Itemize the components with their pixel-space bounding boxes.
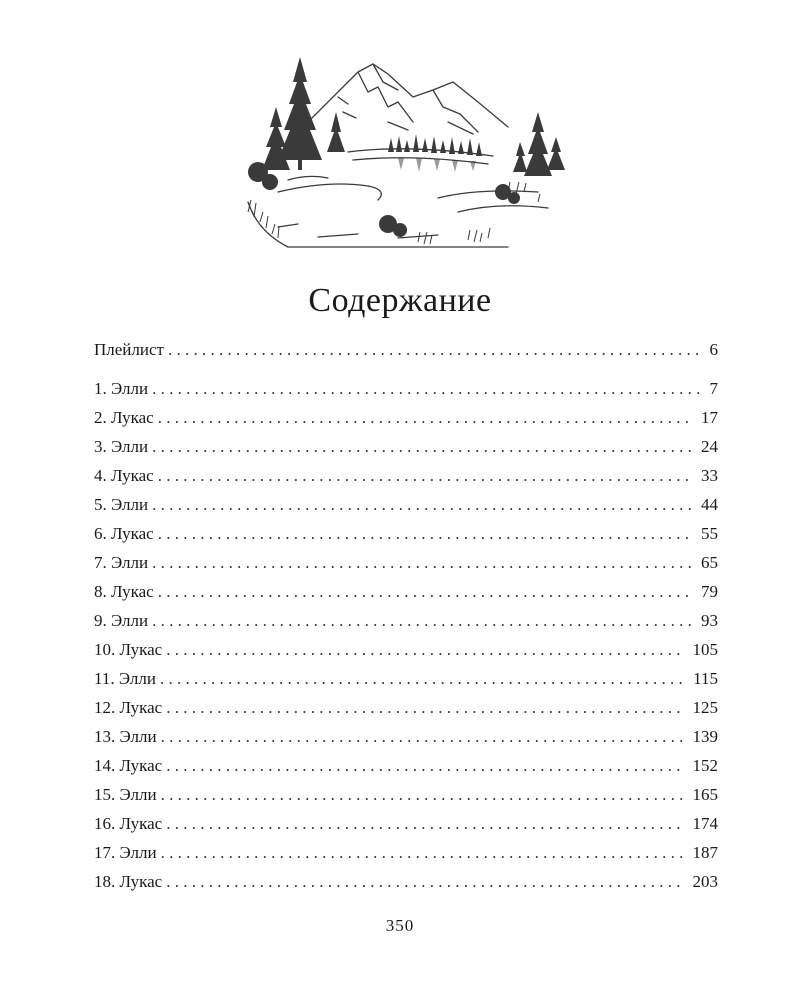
toc-entry (94, 669, 718, 695)
dot-leader (166, 756, 684, 776)
toc-entry (94, 640, 718, 666)
toc-entry-label: 13. Элли (94, 727, 157, 746)
dot-leader (166, 640, 684, 660)
toc-entry-page: 187 (692, 843, 718, 862)
toc-entry-page: 93 (701, 611, 718, 630)
dot-leader (158, 466, 693, 486)
page-number: 350 (385, 916, 415, 935)
toc-entry-page: 24 (701, 437, 718, 456)
toc-entry-page: 139 (692, 727, 718, 746)
toc-entry-label: 11. Элли (94, 669, 156, 688)
toc-entry-label: 17. Элли (94, 843, 157, 862)
dot-leader (161, 785, 685, 805)
toc-entry (94, 698, 718, 724)
toc-entry-label: 3. Элли (94, 437, 149, 456)
toc-entry-label: 10. Лукас (94, 640, 163, 659)
dot-leader (152, 611, 693, 631)
toc-entry-label: 18. Лукас (94, 872, 163, 891)
toc-entry (94, 814, 718, 840)
dot-leader (152, 437, 693, 457)
toc-entry-page: 17 (701, 408, 718, 427)
dot-leader (152, 553, 693, 573)
dot-leader (168, 340, 702, 360)
toc-entry-page: 44 (701, 495, 718, 514)
toc-entry-label: 8. Лукас (94, 582, 154, 601)
dot-leader (158, 582, 693, 602)
dot-leader (152, 379, 701, 399)
toc-entry (94, 872, 718, 898)
dot-leader (166, 872, 684, 892)
dot-leader (152, 495, 693, 515)
toc-entry-page: 115 (693, 669, 718, 688)
toc-entry (94, 756, 718, 782)
toc-entry-label: 2. Лукас (94, 408, 154, 427)
toc-entry-page: 6 (709, 340, 718, 359)
page-title: Содержание (308, 282, 492, 319)
toc-entry-page: 125 (692, 698, 718, 717)
toc-entry-page: 152 (692, 756, 718, 775)
toc-entry-page: 105 (692, 640, 718, 659)
toc-entry (94, 727, 718, 753)
toc-entry-label: 12. Лукас (94, 698, 163, 717)
toc-entry (94, 524, 718, 550)
toc-entry-label: 16. Лукас (94, 814, 163, 833)
toc-entry (94, 611, 718, 637)
toc-entry-label: 1. Элли (94, 379, 149, 398)
toc-entry-page: 79 (701, 582, 718, 601)
toc-entry (94, 466, 718, 492)
toc-entry-label: 15. Элли (94, 785, 157, 804)
dot-leader (166, 698, 684, 718)
toc-entry-page: 174 (692, 814, 718, 833)
toc-entry-page: 7 (709, 379, 718, 398)
toc-entry (94, 843, 718, 869)
toc-entry (94, 553, 718, 579)
toc-entry (94, 785, 718, 811)
toc-entry-page: 165 (692, 785, 718, 804)
toc-entry-label: 5. Элли (94, 495, 149, 514)
dot-leader (161, 843, 685, 863)
toc-entry-label: 9. Элли (94, 611, 149, 630)
toc-entry (94, 437, 718, 463)
toc-entry (94, 340, 718, 366)
toc-entry (94, 582, 718, 608)
toc-entry-label: Плейлист (94, 340, 164, 359)
mountain-lake-landscape-icon (238, 52, 572, 262)
toc-entry (94, 379, 718, 405)
dot-leader (160, 669, 685, 689)
dot-leader (158, 524, 693, 544)
toc-entry-page: 65 (701, 553, 718, 572)
toc-entry-label: 7. Элли (94, 553, 149, 572)
dot-leader (158, 408, 693, 428)
toc-entry-label: 14. Лукас (94, 756, 163, 775)
toc-entry-page: 33 (701, 466, 718, 485)
toc-entry-label: 4. Лукас (94, 466, 154, 485)
dot-leader (161, 727, 685, 747)
toc-entry-page: 55 (701, 524, 718, 543)
toc-entry (94, 408, 718, 434)
toc-entry-label: 6. Лукас (94, 524, 154, 543)
toc-entry (94, 495, 718, 521)
toc-entry-page: 203 (692, 872, 718, 891)
dot-leader (166, 814, 684, 834)
